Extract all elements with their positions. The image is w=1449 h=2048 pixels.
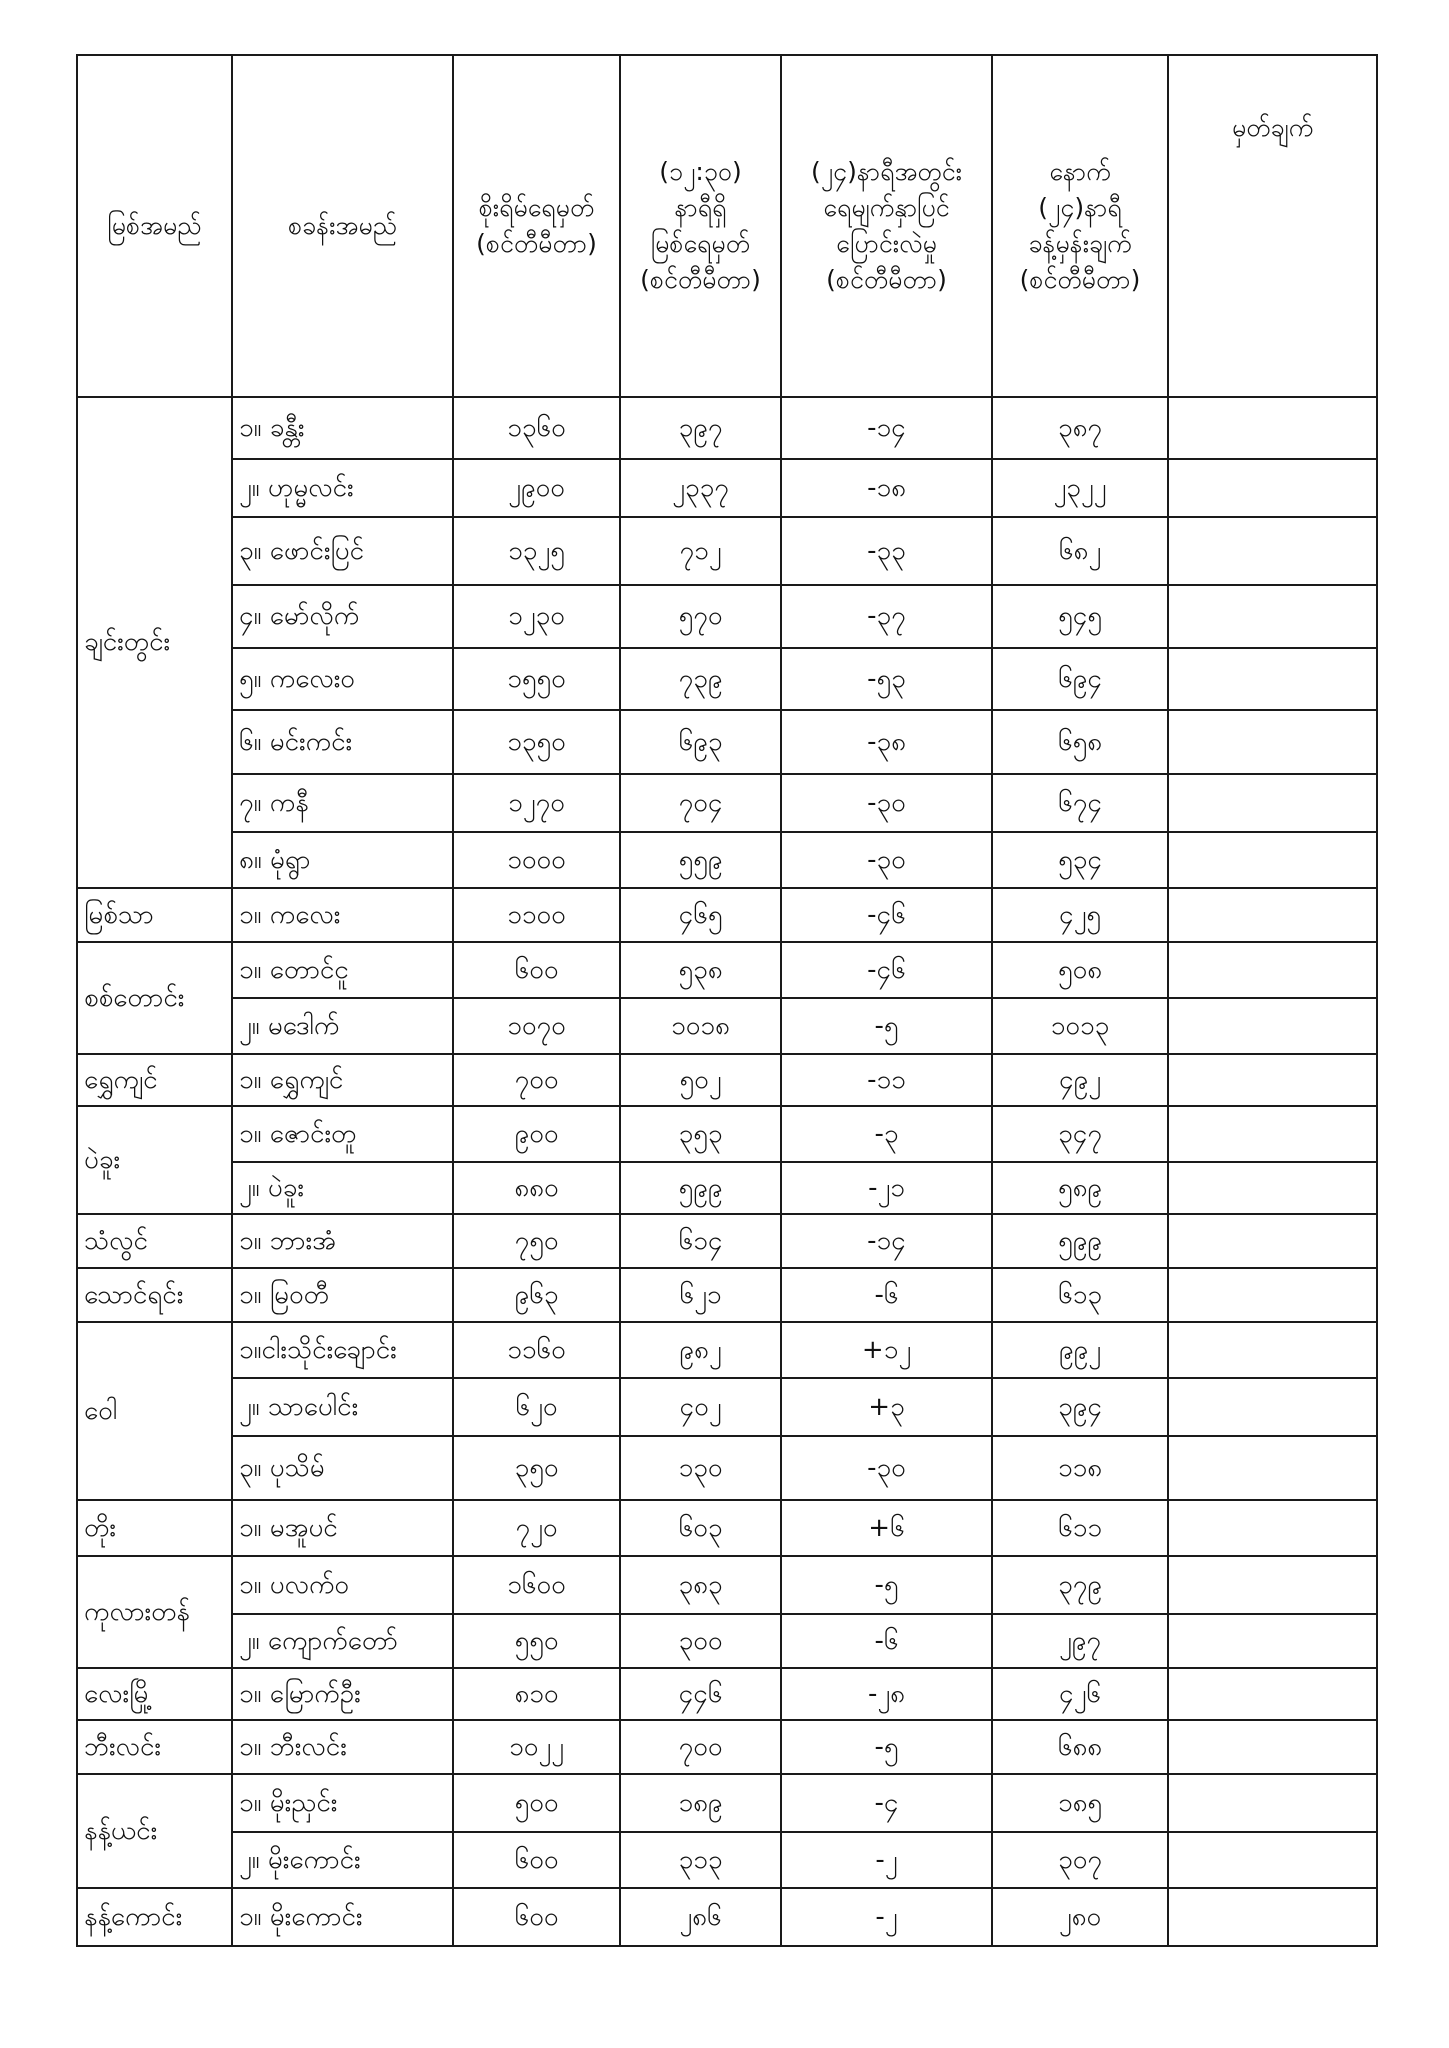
change-24h-cell: -၃၀ — [781, 832, 992, 888]
change-24h-cell: -၃၈ — [781, 710, 992, 774]
forecast-cell: ၄၂၅ — [992, 888, 1168, 942]
water-level-cell: ၃၀၀ — [620, 1614, 781, 1668]
forecast-cell: ၁၁၈ — [992, 1436, 1168, 1500]
forecast-cell: ၅၈၉ — [992, 1162, 1168, 1214]
change-24h-cell: -၁၄ — [781, 1214, 992, 1268]
forecast-cell: ၃၉၄ — [992, 1378, 1168, 1436]
station-name-cell: ၂။ မိုးကောင်း — [232, 1832, 453, 1888]
water-level-cell: ၁၀၁၈ — [620, 998, 781, 1054]
station-name-cell: ၂။ ပဲခူး — [232, 1162, 453, 1214]
table-row — [77, 1720, 1377, 1774]
danger-level-cell: ၁၆၀၀ — [453, 1556, 620, 1614]
station-name-cell: ၁။ ဘားအံ — [232, 1214, 453, 1268]
remarks-cell — [1168, 710, 1377, 774]
remarks-cell — [1168, 1436, 1377, 1500]
remarks-cell — [1168, 942, 1377, 998]
forecast-cell: ၂၃၂၂ — [992, 459, 1168, 517]
station-name-cell: ၂။ ဟုမ္မလင်း — [232, 459, 453, 517]
danger-level-cell: ၁၂၇၀ — [453, 774, 620, 832]
remarks-cell — [1168, 1378, 1377, 1436]
remarks-cell — [1168, 998, 1377, 1054]
remarks-cell — [1168, 1106, 1377, 1162]
remarks-cell — [1168, 517, 1377, 585]
remarks-cell — [1168, 1214, 1377, 1268]
water-level-cell: ၆၀၃ — [620, 1500, 781, 1556]
table-row — [77, 517, 1377, 585]
danger-level-cell: ၇၂၀ — [453, 1500, 620, 1556]
danger-level-cell: ၉၆၃ — [453, 1268, 620, 1322]
river-name-cell: တိုး — [77, 1500, 232, 1556]
station-name-cell: ၅။ ကလေးဝ — [232, 648, 453, 710]
header-change-24h: (၂၄)နာရီအတွင်း ရေမျက်နှာပြင် ပြောင်းလဲမှု (စင်တီမီတာ) — [781, 55, 992, 397]
station-name-cell: ၆။ မင်းကင်း — [232, 710, 453, 774]
change-24h-cell: -၆ — [781, 1268, 992, 1322]
forecast-cell: ၆၈၈ — [992, 1720, 1168, 1774]
table-row — [77, 1500, 1377, 1556]
table-row — [77, 1214, 1377, 1268]
danger-level-cell: ၁၁၆၀ — [453, 1322, 620, 1378]
station-name-cell: ၂။ ကျောက်တော် — [232, 1614, 453, 1668]
river-name-cell: ရွှေကျင် — [77, 1054, 232, 1106]
forecast-cell: ၂၈၀ — [992, 1888, 1168, 1946]
change-24h-cell: -၃၃ — [781, 517, 992, 585]
river-name-cell: ဝေါ — [77, 1322, 232, 1500]
river-name-cell: ဘီးလင်း — [77, 1720, 232, 1774]
danger-level-cell: ၆၀၀ — [453, 1832, 620, 1888]
station-name-cell: ၂။ သာပေါင်း — [232, 1378, 453, 1436]
station-name-cell: ၁။ ဇောင်းတူ — [232, 1106, 453, 1162]
danger-level-cell: ၆၀၀ — [453, 942, 620, 998]
remarks-cell — [1168, 1322, 1377, 1378]
danger-level-cell: ၈၁၀ — [453, 1668, 620, 1720]
forecast-cell: ၅၃၄ — [992, 832, 1168, 888]
remarks-cell — [1168, 1268, 1377, 1322]
water-level-cell: ၆၁၄ — [620, 1214, 781, 1268]
river-name-cell: နန့်ကောင်း — [77, 1888, 232, 1946]
danger-level-cell: ၁၁၀၀ — [453, 888, 620, 942]
station-name-cell: ၁။ မြောက်ဦး — [232, 1668, 453, 1720]
forecast-cell: ၆၁၁ — [992, 1500, 1168, 1556]
water-level-cell: ၃၁၃ — [620, 1832, 781, 1888]
table-row — [77, 1054, 1377, 1106]
change-24h-cell: -၆ — [781, 1614, 992, 1668]
station-name-cell: ၈။ မုံရွာ — [232, 832, 453, 888]
forecast-cell: ၆၉၄ — [992, 648, 1168, 710]
remarks-cell — [1168, 1668, 1377, 1720]
danger-level-cell: ၁၃၆၀ — [453, 397, 620, 459]
remarks-cell — [1168, 1888, 1377, 1946]
station-name-cell: ၁။ မအူပင် — [232, 1500, 453, 1556]
forecast-cell: ၃၀၇ — [992, 1832, 1168, 1888]
river-name-cell: ကုလားတန် — [77, 1556, 232, 1668]
water-level-cell: ၂၈၆ — [620, 1888, 781, 1946]
change-24h-cell: -၃၀ — [781, 1436, 992, 1500]
danger-level-cell: ၇၅၀ — [453, 1214, 620, 1268]
danger-level-cell: ၅၅၀ — [453, 1614, 620, 1668]
header-row — [77, 55, 1377, 397]
table-row — [77, 774, 1377, 832]
table-row — [77, 1378, 1377, 1436]
danger-level-cell: ၁၅၅၀ — [453, 648, 620, 710]
table-row — [77, 397, 1377, 459]
station-name-cell: ၁။ ကလေး — [232, 888, 453, 942]
remarks-cell — [1168, 459, 1377, 517]
table-row — [77, 1614, 1377, 1668]
station-name-cell: ၁။ ပလက်ဝ — [232, 1556, 453, 1614]
header-remarks: မှတ်ချက် — [1168, 55, 1377, 397]
danger-level-cell: ၈၈၀ — [453, 1162, 620, 1214]
forecast-cell: ၁၈၅ — [992, 1774, 1168, 1832]
river-name-cell: ပဲခူး — [77, 1106, 232, 1214]
forecast-cell: ၄၉၂ — [992, 1054, 1168, 1106]
header-station: စခန်းအမည် — [232, 55, 453, 397]
water-level-cell: ၃၅၃ — [620, 1106, 781, 1162]
remarks-cell — [1168, 832, 1377, 888]
remarks-cell — [1168, 1720, 1377, 1774]
forecast-cell: ၂၉၇ — [992, 1614, 1168, 1668]
table-row — [77, 1268, 1377, 1322]
change-24h-cell: -၂ — [781, 1832, 992, 1888]
header-river: မြစ်အမည် — [77, 55, 232, 397]
forecast-cell: ၉၉၂ — [992, 1322, 1168, 1378]
remarks-cell — [1168, 1556, 1377, 1614]
danger-level-cell: ၆၀၀ — [453, 1888, 620, 1946]
change-24h-cell: -၃၇ — [781, 585, 992, 648]
table-header — [77, 55, 1377, 397]
danger-level-cell: ၆၂၀ — [453, 1378, 620, 1436]
forecast-cell: ၄၂၆ — [992, 1668, 1168, 1720]
danger-level-cell: ၂၉၀၀ — [453, 459, 620, 517]
water-level-cell: ၄၀၂ — [620, 1378, 781, 1436]
change-24h-cell: +၆ — [781, 1500, 992, 1556]
danger-level-cell: ၁၀၂၂ — [453, 1720, 620, 1774]
danger-level-cell: ၇၀၀ — [453, 1054, 620, 1106]
change-24h-cell: -၁၈ — [781, 459, 992, 517]
danger-level-cell: ၁၃၅၀ — [453, 710, 620, 774]
table-row — [77, 1668, 1377, 1720]
danger-level-cell: ၉၀၀ — [453, 1106, 620, 1162]
water-level-cell: ၃၉၇ — [620, 397, 781, 459]
table-row — [77, 1162, 1377, 1214]
header-water-level: (၁၂:၃၀) နာရီရှိ မြစ်ရေမှတ် (စင်တီမီတာ) — [620, 55, 781, 397]
station-name-cell: ၃။ ပုသိမ် — [232, 1436, 453, 1500]
station-name-cell: ၃။ ဖောင်းပြင် — [232, 517, 453, 585]
station-name-cell: ၁။ ဘီးလင်း — [232, 1720, 453, 1774]
forecast-cell: ၆၈၂ — [992, 517, 1168, 585]
station-name-cell: ၁။ငါးသိုင်းချောင်း — [232, 1322, 453, 1378]
remarks-cell — [1168, 1500, 1377, 1556]
station-name-cell: ၂။ မဒေါက် — [232, 998, 453, 1054]
change-24h-cell: +၁၂ — [781, 1322, 992, 1378]
danger-level-cell: ၁၂၃၀ — [453, 585, 620, 648]
change-24h-cell: -၅၃ — [781, 648, 992, 710]
table-row — [77, 1436, 1377, 1500]
river-name-cell: ချင်းတွင်း — [77, 397, 232, 888]
station-name-cell: ၄။ မော်လိုက် — [232, 585, 453, 648]
table-row — [77, 648, 1377, 710]
water-level-cell: ၅၅၉ — [620, 832, 781, 888]
water-level-cell: ၅၀၂ — [620, 1054, 781, 1106]
change-24h-cell: +၃ — [781, 1378, 992, 1436]
remarks-cell — [1168, 585, 1377, 648]
river-name-cell: စစ်တောင်း — [77, 942, 232, 1054]
table-row — [77, 1106, 1377, 1162]
danger-level-cell: ၃၅၀ — [453, 1436, 620, 1500]
station-name-cell: ၁။ ရွှေကျင် — [232, 1054, 453, 1106]
table-row — [77, 1888, 1377, 1946]
forecast-cell: ၅၀၈ — [992, 942, 1168, 998]
water-level-cell: ၃၈၃ — [620, 1556, 781, 1614]
water-level-cell: ၆၉၃ — [620, 710, 781, 774]
table-row — [77, 710, 1377, 774]
station-name-cell: ၁။ ခန္တီး — [232, 397, 453, 459]
change-24h-cell: -၁၄ — [781, 397, 992, 459]
river-name-cell: လေးမြို့ — [77, 1668, 232, 1720]
change-24h-cell: -၂၁ — [781, 1162, 992, 1214]
water-level-cell: ၉၈၂ — [620, 1322, 781, 1378]
forecast-cell: ၅၉၉ — [992, 1214, 1168, 1268]
change-24h-cell: -၄ — [781, 1774, 992, 1832]
remarks-cell — [1168, 1162, 1377, 1214]
remarks-cell — [1168, 774, 1377, 832]
water-level-cell: ၂၃၃၇ — [620, 459, 781, 517]
change-24h-cell: -၅ — [781, 998, 992, 1054]
table-row — [77, 888, 1377, 942]
header-danger-level: စိုးရိမ်ရေမှတ် (စင်တီမီတာ) — [453, 55, 620, 397]
change-24h-cell: -၁၁ — [781, 1054, 992, 1106]
water-level-cell: ၇၁၂ — [620, 517, 781, 585]
water-level-cell: ၁၈၉ — [620, 1774, 781, 1832]
change-24h-cell: -၂ — [781, 1888, 992, 1946]
water-level-cell: ၇၃၉ — [620, 648, 781, 710]
header-forecast: နောက် (၂၄)နာရီ ခန့်မှန်းချက် (စင်တီမီတာ) — [992, 55, 1168, 397]
table-row — [77, 585, 1377, 648]
change-24h-cell: -၃ — [781, 1106, 992, 1162]
table-row — [77, 1322, 1377, 1378]
table-row — [77, 1774, 1377, 1832]
danger-level-cell: ၁၃၂၅ — [453, 517, 620, 585]
change-24h-cell: -၅ — [781, 1556, 992, 1614]
change-24h-cell: -၃၀ — [781, 774, 992, 832]
remarks-cell — [1168, 1614, 1377, 1668]
forecast-cell: ၃၈၇ — [992, 397, 1168, 459]
water-level-cell: ၅၉၉ — [620, 1162, 781, 1214]
table-body — [77, 397, 1377, 1946]
water-level-cell: ၅၃၈ — [620, 942, 781, 998]
table-row — [77, 459, 1377, 517]
forecast-cell: ၁၀၁၃ — [992, 998, 1168, 1054]
danger-level-cell: ၁၀၇၀ — [453, 998, 620, 1054]
station-name-cell: ၁။ မိုးညှင်း — [232, 1774, 453, 1832]
water-level-table — [76, 54, 1378, 1947]
remarks-cell — [1168, 648, 1377, 710]
change-24h-cell: -၅ — [781, 1720, 992, 1774]
station-name-cell: ၁။ မိုးကောင်း — [232, 1888, 453, 1946]
remarks-cell — [1168, 1832, 1377, 1888]
river-name-cell: သံလွင် — [77, 1214, 232, 1268]
water-level-cell: ၄၆၅ — [620, 888, 781, 942]
forecast-cell: ၆၁၃ — [992, 1268, 1168, 1322]
forecast-cell: ၅၄၅ — [992, 585, 1168, 648]
station-name-cell: ၁။ မြဝတီ — [232, 1268, 453, 1322]
remarks-cell — [1168, 888, 1377, 942]
change-24h-cell: -၄၆ — [781, 888, 992, 942]
station-name-cell: ၁။ တောင်ငူ — [232, 942, 453, 998]
change-24h-cell: -၂၈ — [781, 1668, 992, 1720]
remarks-cell — [1168, 1774, 1377, 1832]
table-row — [77, 998, 1377, 1054]
forecast-cell: ၆၇၄ — [992, 774, 1168, 832]
water-level-cell: ၇၀၀ — [620, 1720, 781, 1774]
river-name-cell: နန့်ယင်း — [77, 1774, 232, 1888]
table-row — [77, 1832, 1377, 1888]
water-level-cell: ၁၃၀ — [620, 1436, 781, 1500]
water-level-cell: ၄၄၆ — [620, 1668, 781, 1720]
river-name-cell: သောင်ရင်း — [77, 1268, 232, 1322]
remarks-cell — [1168, 1054, 1377, 1106]
forecast-cell: ၃၇၉ — [992, 1556, 1168, 1614]
table-row — [77, 942, 1377, 998]
water-level-cell: ၆၂၁ — [620, 1268, 781, 1322]
table-row — [77, 832, 1377, 888]
forecast-cell: ၆၅၈ — [992, 710, 1168, 774]
water-level-cell: ၇၀၄ — [620, 774, 781, 832]
station-name-cell: ၇။ ကနီ — [232, 774, 453, 832]
river-name-cell: မြစ်သာ — [77, 888, 232, 942]
danger-level-cell: ၁၀၀၀ — [453, 832, 620, 888]
change-24h-cell: -၄၆ — [781, 942, 992, 998]
water-level-cell: ၅၇၀ — [620, 585, 781, 648]
forecast-cell: ၃၄၇ — [992, 1106, 1168, 1162]
danger-level-cell: ၅၀၀ — [453, 1774, 620, 1832]
remarks-cell — [1168, 397, 1377, 459]
table-row — [77, 1556, 1377, 1614]
